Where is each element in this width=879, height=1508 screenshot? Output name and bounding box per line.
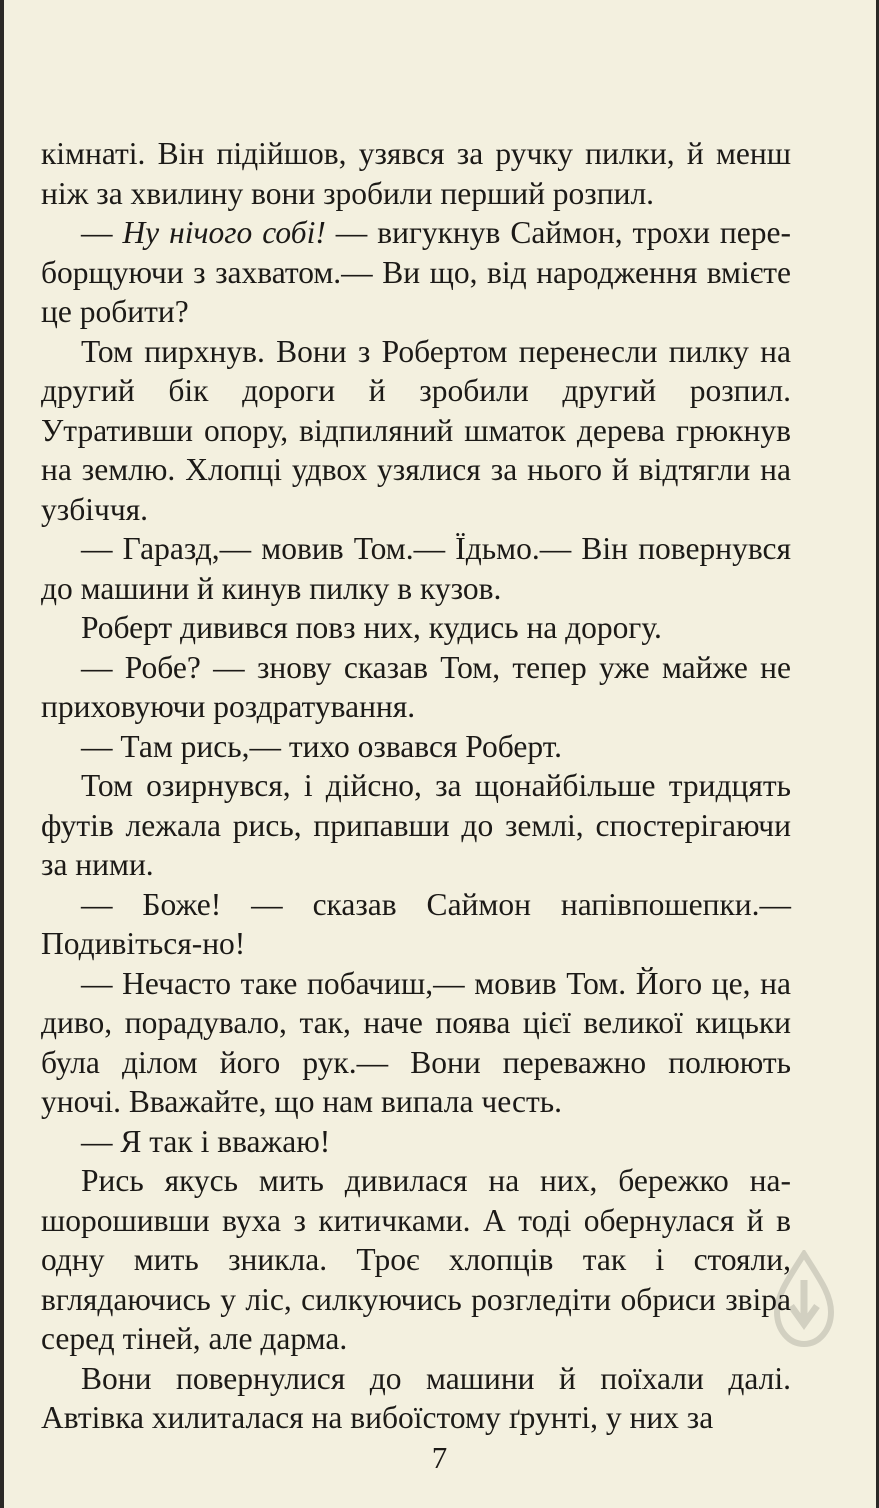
paragraph: — Нечасто таке побачиш,— мовив Том. Його це, на диво, порадувало, так, наче поява цієї великої кицьки була ділом його рук.— Вони переважно полюють уночі. Вважайте, що нам випала честь. (41, 965, 791, 1119)
paragraph: — Там рись,— тихо озвався Роберт. (81, 728, 562, 764)
paragraph: Рись якусь мить дивилася на них, бережко нашорошивши вуха з китичками. А тоді обернулася й в одну мить зникла. Троє хлопців так і стояли, вглядаючись у ліс, силкуючись розгледіти обриси звіра серед тіней, але дарма. (41, 1163, 791, 1356)
paragraph: Том озирнувся, і дійсно, за щонайбільше тридцять футів лежала рись, припавши до землі, спостерігаючи за ними. (41, 768, 791, 882)
page-number: 7 (431, 1440, 448, 1475)
paragraph: — Робе? — знову сказав Том, тепер уже майже не приховуючи роздратування. (41, 649, 791, 724)
italic-exclamation: Ну нічого собі! (122, 215, 326, 250)
paragraph: — Ну нічого собі! — вигукнув Саймон, трохи переборщуючи з захватом.— Ви що, від народження вмієте це робити? (41, 215, 791, 329)
paragraph: — Я так і вважаю! (81, 1123, 331, 1159)
page-body-text (41, 134, 791, 1438)
paragraph: — Гаразд,— мовив Том.— Їдьмо.— Він повернувся до машини й кинув пилку в кузов. (41, 531, 791, 606)
paragraph: — Боже! — сказав Саймон напівпошепки.— Подивіться-но! (41, 886, 791, 961)
paragraph: Роберт дивився повз них, кудись на дорогу. (81, 610, 662, 645)
paragraph: Том пирхнув. Вони з Робертом перенесли пилку на другий бік дороги й зробили другий розпил. Утративши опору, відпиляний шматок дерева грюкнув на землю. Хлопці удвох узялися за нього й відтягли на узбіччя. (41, 333, 791, 527)
paragraph: Вони повернулися до машини й поїхали далі. Автівка хилиталася на вибоїстому ґрунті, у них за (41, 1360, 791, 1435)
droplet-logo-icon (769, 1250, 839, 1350)
paragraph: кімнаті. Він підійшов, узявся за ручку пилки, й менш ніж за хвилину вони зробили перший розпил. (41, 136, 791, 211)
